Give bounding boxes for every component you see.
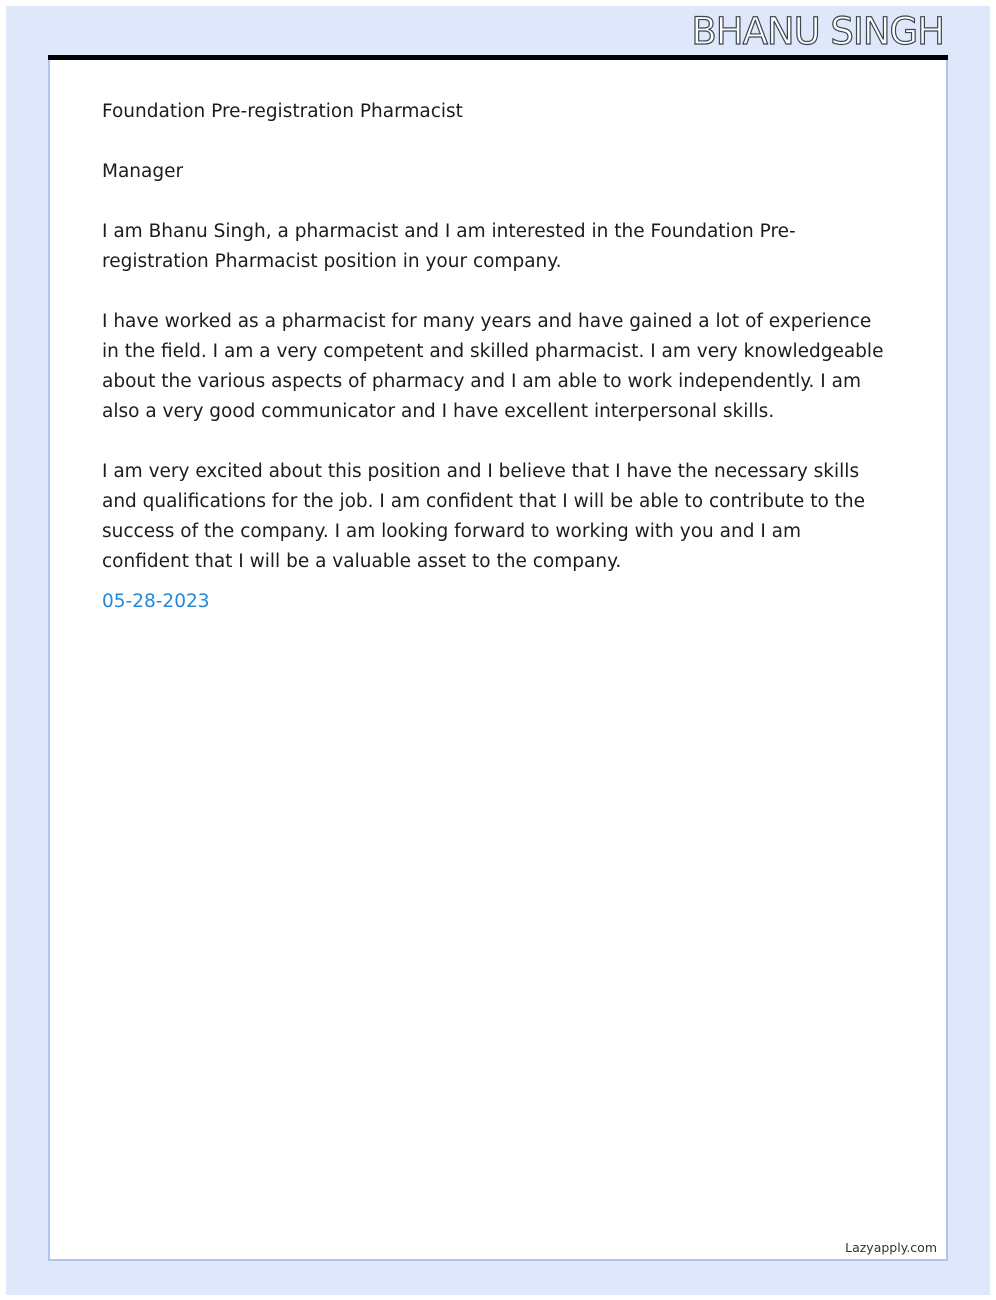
- letter-paragraph-experience: I have worked as a pharmacist for many years and have gained a lot of experience in the field. I am a very competent and skilled pharmacist. I am very knowledgeable about the various aspects of pharmacy and I am able to work independently. I am also a very good communicator and I have excellent interpersonal skills.: [102, 311, 884, 422]
- letter-body: [102, 97, 892, 617]
- applicant-name-heading: BHANU SINGH: [691, 10, 944, 53]
- letter-paragraph-intro: I am Bhanu Singh, a pharmacist and I am interested in the Foundation Pre-registration Pharmacist position in your company.: [102, 221, 796, 272]
- footer-brand: Lazyapply.com: [845, 1240, 937, 1255]
- letter-date: 05-28-2023: [102, 591, 210, 612]
- letter-sheet: [48, 60, 948, 1261]
- letter-paragraph-closing: I am very excited about this position and I believe that I have the necessary skills and qualifications for the job. I am confident that I will be able to contribute to the success of the company. I am looking forward to working with you and I am confident that I will be a valuable asset to the company.: [102, 461, 866, 572]
- position-title: Foundation Pre-registration Pharmacist: [102, 101, 463, 122]
- recipient-line: Manager: [102, 161, 184, 182]
